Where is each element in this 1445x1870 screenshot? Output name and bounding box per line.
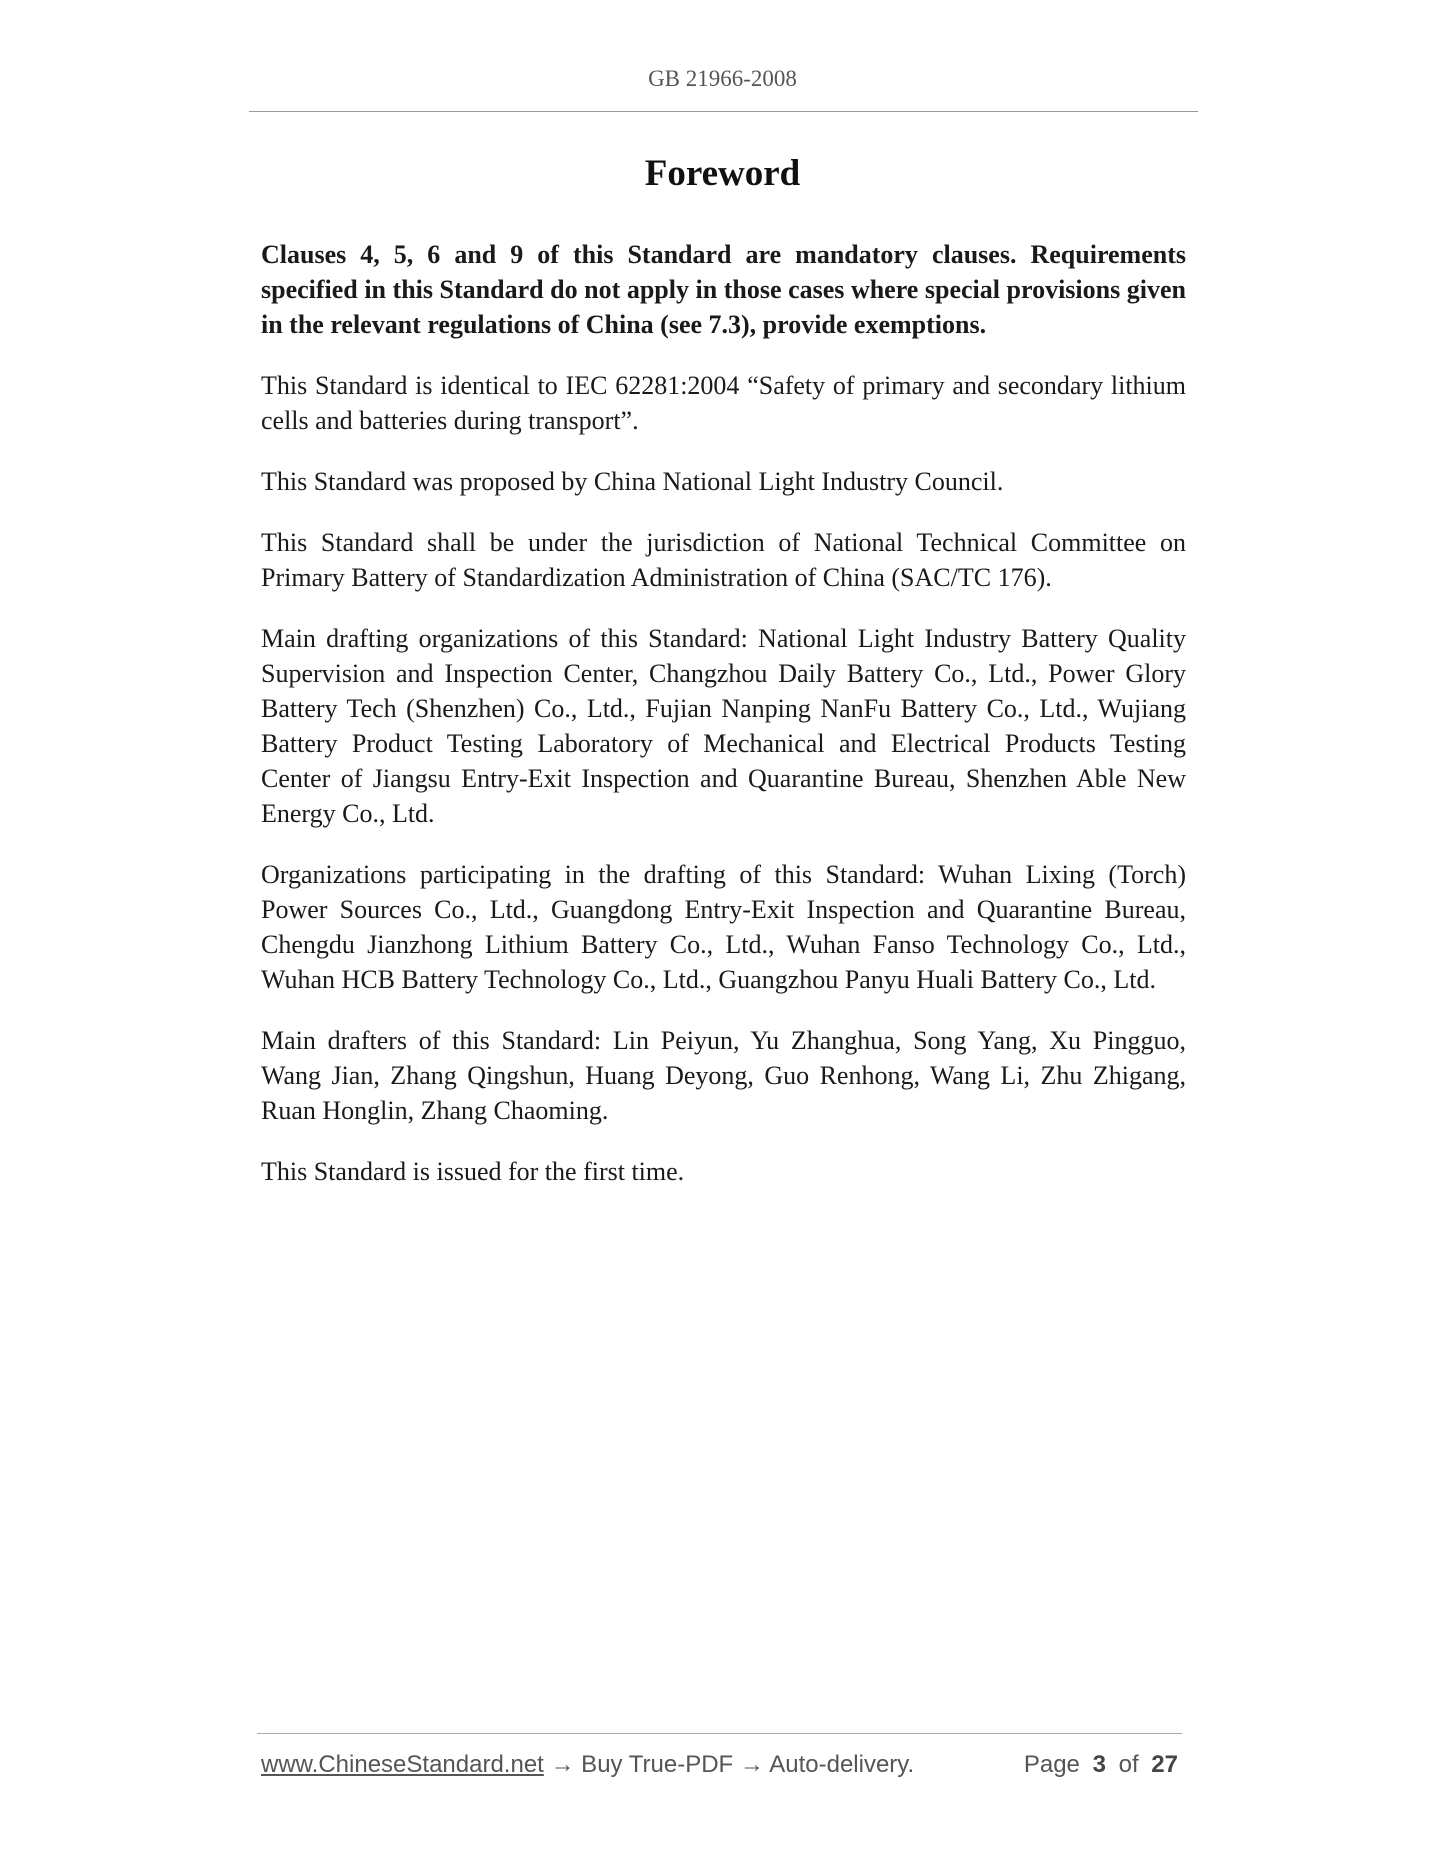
header-divider xyxy=(249,111,1198,112)
footer-promo xyxy=(261,1751,914,1779)
paragraph-identical-standard: This Standard is identical to IEC 62281:2004 “Safety of primary and secondary lithium cells and batteries during transport”. xyxy=(261,371,1186,435)
footer-divider xyxy=(257,1733,1182,1734)
paragraph-first-issue: This Standard is issued for the first time. xyxy=(261,1157,685,1186)
paragraph-participating-organizations: Organizations participating in the drafting of this Standard: Wuhan Lixing (Torch) Power Sources Co., Ltd., Guangdong Entry-Exit Inspection and Quarantine Bureau, Chengdu Jianzhong Lithium Battery Co., Ltd., Wuhan Fanso Technology Co., Ltd., Wuhan HCB Battery Technology Co., Ltd., Guangzhou Panyu Huali Battery Co., Ltd. xyxy=(261,860,1186,994)
page-indicator xyxy=(1024,1751,1178,1779)
page-total: 27 xyxy=(1151,1751,1178,1778)
paragraph-main-drafting-organizations: Main drafting organizations of this Standard: National Light Industry Battery Quality Supervision and Inspection Center, Changzhou Daily Battery Co., Ltd., Power Glory Battery Tech (Shenzhen) Co., Ltd., Fujian Nanping NanFu Battery Co., Ltd., Wujiang Battery Product Testing Laboratory of Mechanical and Electrical Products Testing Center of Jiangsu Entry-Exit Inspection and Quarantine Bureau, Shenzhen Able New Energy Co., Ltd. xyxy=(261,624,1186,828)
paragraph-proposed-by: This Standard was proposed by China National Light Industry Council. xyxy=(261,467,1004,496)
paragraph-jurisdiction: This Standard shall be under the jurisdiction of National Technical Committee on Primary Battery of Standardization Administration of China (SAC/TC 176). xyxy=(261,528,1186,592)
paragraph-main-drafters: Main drafters of this Standard: Lin Peiyun, Yu Zhanghua, Song Yang, Xu Pingguo, Wang Jian, Zhang Qingshun, Huang Deyong, Guo Renhong, Wang Li, Zhu Zhigang, Ruan Honglin, Zhang Chaoming. xyxy=(261,1026,1186,1125)
footer-tagline: → Buy True-PDF → Auto-delivery. xyxy=(543,1751,915,1778)
page-title: Foreword xyxy=(644,153,801,194)
website-link[interactable]: www.ChineseStandard.net xyxy=(261,1751,544,1778)
page-label: Page xyxy=(1023,1751,1080,1778)
page-footer xyxy=(261,1751,1178,1779)
page-of-label: of xyxy=(1118,1751,1139,1778)
page-current: 3 xyxy=(1092,1751,1106,1778)
document-body xyxy=(261,237,1186,1215)
header-document-code: GB 21966-2008 xyxy=(648,66,797,91)
paragraph-mandatory-clauses: Clauses 4, 5, 6 and 9 of this Standard are mandatory clauses. Requirements specified in this Standard do not apply in those cases where special provisions given in the relevant regulations of China (see 7.3), provide exemptions. xyxy=(261,240,1186,339)
